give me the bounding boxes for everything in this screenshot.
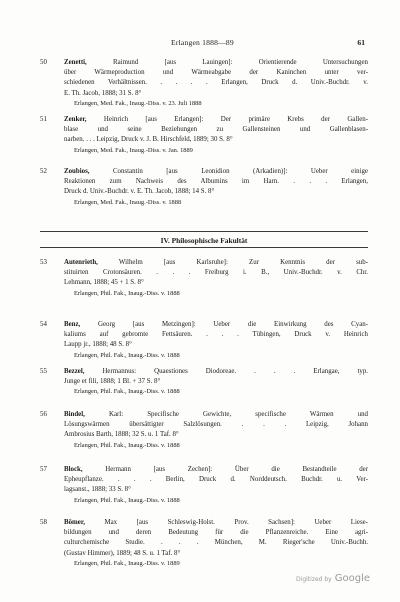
- author-surname: Autenrieth,: [64, 259, 98, 266]
- entry-number: 53: [40, 259, 47, 266]
- watermark-brand: Google: [334, 573, 370, 584]
- entry-line: [64, 68, 368, 78]
- author-surname: Bömer,: [64, 519, 85, 526]
- entry-number: 57: [40, 466, 47, 473]
- author-surname: Zoubios,: [64, 168, 90, 175]
- entry-text: Wilhelm [aus Karlsruhe]: Zur Kenntnis der sub-: [97, 259, 368, 266]
- entry-text: Karl: Specifische Gewichte, specifische Wärmen und: [84, 411, 368, 418]
- entry-body: [64, 465, 368, 506]
- entry-dissertation-note: Erlangen, Med. Fak., Inaug.-Diss. v. 1888: [74, 198, 182, 206]
- page-number: 61: [357, 38, 365, 47]
- entry-body: [64, 115, 368, 156]
- entry-line: [64, 330, 368, 340]
- entry-line: [64, 518, 368, 528]
- entry-line: [64, 78, 368, 88]
- bibliography-entry: [40, 58, 368, 109]
- entry-text: bildungen und deren Bedeutung für die Pflanzenreiche. Eine agri-: [64, 529, 368, 537]
- entry-text: über Wärmeproduction und Wärmeabgabe der Kaninchen unter ver-: [64, 69, 368, 77]
- entry-text: lagsanst., 1888; 33 S. 8°: [64, 486, 131, 494]
- entry-text: Raimund [aus Lauingen]: Orientierende Untersuchungen: [86, 59, 368, 66]
- entry-line: [64, 377, 368, 387]
- author-surname: Bezzel,: [64, 368, 85, 375]
- entry-number: 51: [40, 116, 47, 123]
- entry-dissertation-note: Erlangen, Med. Fak., Inaug.-Diss. v. 23. Juli 1888: [74, 99, 202, 107]
- bibliography-entry: [40, 367, 368, 397]
- entry-body: [64, 58, 368, 109]
- running-head: [40, 38, 365, 50]
- entry-dissertation-note: Erlangen, Phil. Fak., Inaug.-Diss. v. 1888: [74, 496, 180, 504]
- entry-number: 50: [40, 59, 47, 66]
- entry-text: blase und seine Beziehungen zu Gallensteinen und Gallenblasen-: [64, 126, 368, 134]
- entry-text: Constantin [aus Leonidion (Arkadien)]: Ueber einige: [89, 168, 368, 175]
- author-surname: Bindel,: [64, 411, 85, 418]
- entry-body: [64, 367, 368, 397]
- entry-dissertation-note: Erlangen, Phil. Fak., Inaug.-Diss. v. 1888: [74, 441, 180, 449]
- entry-line: [64, 125, 368, 135]
- bibliography-entry: [40, 410, 368, 451]
- entry-number: 55: [40, 368, 47, 375]
- entry-line: [64, 187, 368, 197]
- entry-dissertation-note: Erlangen, Phil. Fak., Inaug.-Diss. v. 1889: [74, 559, 180, 567]
- entry-body: [64, 167, 368, 208]
- entry-text: kaliums auf gebromte Fettsäuren. . . . Tübingen, Druck v. Heinrich: [64, 331, 368, 339]
- entry-text: culturchemische Studie. . . . München, M. Rieger'sche Univ.-Buchh.: [64, 539, 368, 547]
- entry-dissertation-note: Erlangen, Phil. Fak., Inaug.-Diss. v. 1888: [74, 388, 180, 396]
- entry-text: Lösungswärmen übersättigter Salzlösungen. . . . Leipzig, Johann: [64, 421, 368, 429]
- watermark-prefix: Digitized by: [296, 576, 332, 583]
- entry-dissertation-note: Erlangen, Med. Fak., Inaug.-Diss. v. Jan. 1889: [74, 146, 193, 154]
- author-surname: Benz,: [64, 321, 81, 328]
- entry-line: [64, 258, 368, 268]
- entry-line: [64, 430, 368, 440]
- entry-line: [64, 420, 368, 430]
- bibliography-entry: [40, 518, 368, 569]
- entry-body: [64, 258, 368, 299]
- section-rule-top: [40, 231, 368, 232]
- entry-text: Junge et fili, 1888; 1 Bl. + 37 S. 8°: [64, 378, 161, 386]
- entry-text: schiedenen Verhältnissen. . . . . Erlangen, Druck d. Univ.-Buchdr. v.: [64, 79, 368, 87]
- entry-line: [64, 167, 368, 177]
- entry-line: [64, 278, 368, 288]
- entry-number: 58: [40, 519, 47, 526]
- entry-line: [64, 465, 368, 475]
- entry-dissertation-note: Erlangen, Phil. Fak., Inaug.-Diss. v. 1888: [74, 289, 180, 297]
- bibliography-entry: [40, 115, 368, 156]
- entry-body: [64, 518, 368, 569]
- entry-line: [64, 340, 368, 350]
- author-surname: Block,: [64, 466, 83, 473]
- entry-line: [64, 410, 368, 420]
- bibliography-entry: [40, 465, 368, 506]
- entry-body: [64, 410, 368, 451]
- entry-text: Lehmann, 1888; 45 + 1 S. 8°: [64, 279, 144, 287]
- entry-line: [64, 58, 368, 68]
- entry-text: Georg [aus Metzingen]: Ueber die Einwirkung des Cyan-: [80, 321, 368, 328]
- entry-text: (Gustav Himmer), 1889; 48 S. u. 1 Taf. 8°: [64, 549, 181, 557]
- entry-line: [64, 549, 368, 559]
- entry-text: E. Th. Jacob, 1888; 31 S. 8°: [64, 89, 142, 97]
- running-title: Erlangen 1888—89: [171, 38, 234, 47]
- entry-text: stituirten Crotonsäuren. . . . Freiburg i. B., Univ.-Buchdr. v. Chr.: [64, 269, 368, 277]
- entry-number: 52: [40, 168, 47, 175]
- digitized-watermark: [296, 573, 370, 584]
- entry-text: Max [aus Schleswig-Holst. Prov. Sachsen]: Ueber Liese-: [85, 519, 368, 526]
- entry-line: [64, 268, 368, 278]
- entry-text: Reaktionen zum Nachweis des Albumins im Harn. . . . Erlangen,: [64, 178, 368, 186]
- entry-line: [64, 367, 368, 377]
- entry-text: Hermannus: Quaestiones Diodoreae. . . . Erlangae, typ.: [84, 368, 368, 375]
- entry-text: Epheupflanze. . . . Berlin, Druck d. Norddeutsch. Buchdr. u. Ver-: [64, 476, 368, 484]
- author-surname: Zenker,: [64, 116, 87, 123]
- entry-line: [64, 320, 368, 330]
- entry-line: [64, 135, 368, 145]
- entry-text: Ambrosius Barth, 1888; 32 S. u. 1 Taf. 8°: [64, 431, 179, 439]
- author-surname: Zenetti,: [64, 59, 87, 66]
- bibliography-entry: [40, 320, 368, 361]
- entry-line: [64, 89, 368, 99]
- entry-text: Laupp jr., 1888; 48 S. 8°: [64, 341, 132, 349]
- section-heading: IV. Philosophische Fakultät: [160, 236, 248, 245]
- entry-number: 56: [40, 411, 47, 418]
- entry-line: [64, 115, 368, 125]
- entry-number: 54: [40, 321, 47, 328]
- entry-dissertation-note: Erlangen, Phil. Fak., Inaug.-Diss. v. 1888: [74, 351, 180, 359]
- entry-body: [64, 320, 368, 361]
- entry-line: [64, 485, 368, 495]
- entry-line: [64, 538, 368, 548]
- entry-text: Druck d. Univ.-Buchdr. v. E. Th. Jacob, 1888; 14 S. 8°: [64, 188, 215, 196]
- entry-text: narben. . . . Leipzig, Druck v. J. B. Hirschfeld, 1889; 30 S. 8°: [64, 136, 233, 144]
- bibliography-entry: [40, 167, 368, 208]
- entry-text: Hermann [aus Zechen]: Über die Bestandteile der: [82, 466, 368, 473]
- entry-line: [64, 475, 368, 485]
- entry-text: Heinrich [aus Erlangen]: Der primäre Krebs der Gallen-: [86, 116, 368, 123]
- entry-line: [64, 177, 368, 187]
- section-rule-bottom: [40, 247, 368, 248]
- entry-line: [64, 528, 368, 538]
- bibliography-entry: [40, 258, 368, 299]
